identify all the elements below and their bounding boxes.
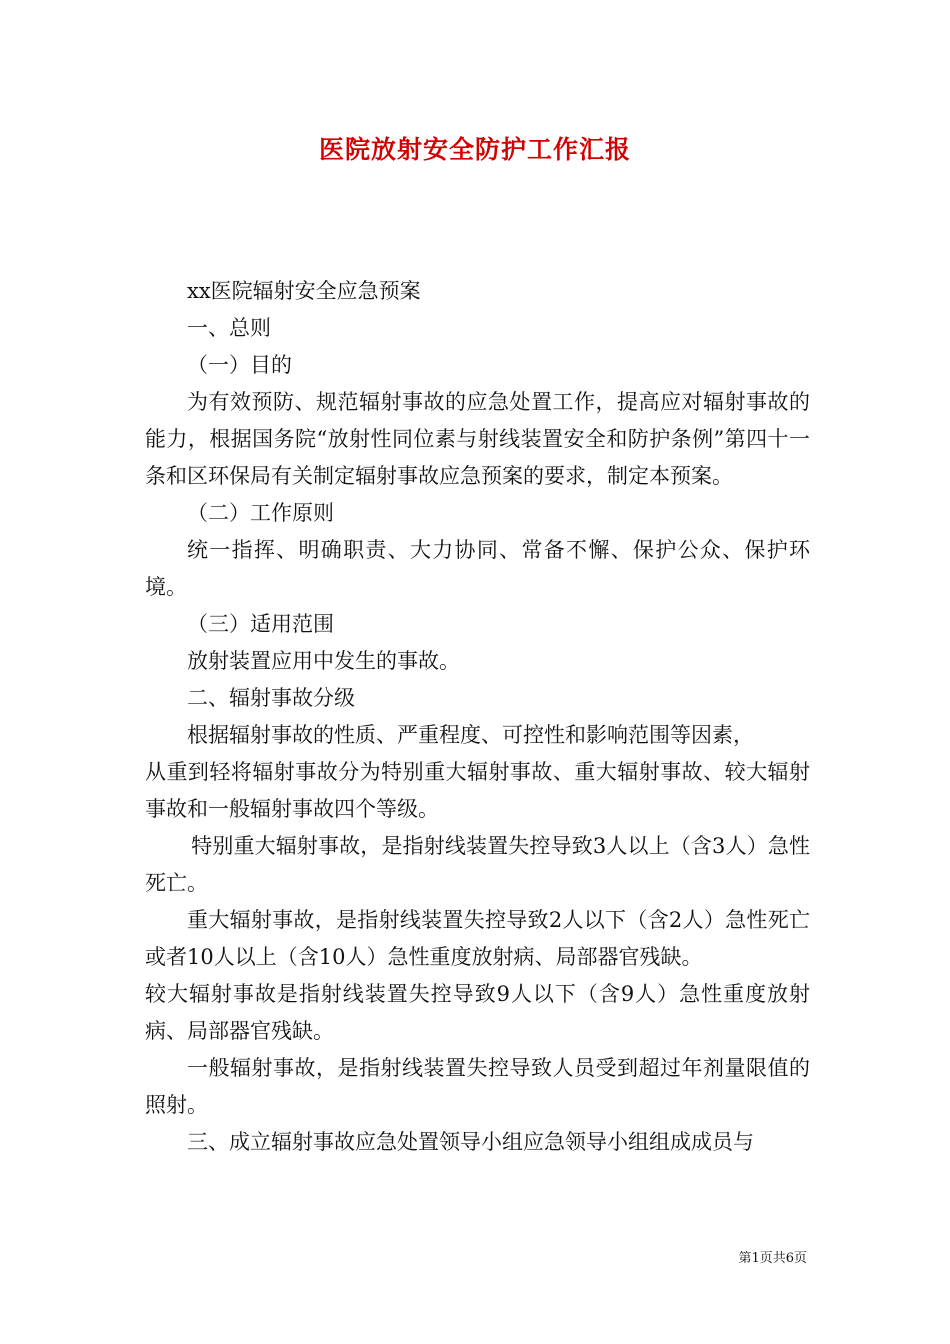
major-accident-paragraph: 重大辐射事故，是指射线装置失控导致2人以下（含2人）急性死亡或者10人以上（含10人）急性重度放射病、局部器官残缺。 xyxy=(145,908,810,969)
purpose-paragraph: 为有效预防、规范辐射事故的应急处置工作，提高应对辐射事故的能力，根据国务院“放射性同位素与射线装置安全和防护条例”第四十一条和区环保局有关制定辐射事故应急预案的要求，制定本预案。 xyxy=(145,390,810,488)
page-number-footer: 第1页共6页 xyxy=(738,1251,807,1266)
especially-major-accident-paragraph: 特别重大辐射事故，是指射线装置失控导致3人以上（含3人）急性死亡。 xyxy=(145,834,810,895)
classification-paragraph: 从重到轻将辐射事故分为特别重大辐射事故、重大辐射事故、较大辐射事故和一般辐射事故四个等级。 xyxy=(145,760,810,821)
larger-accident-paragraph: 较大辐射事故是指射线装置失控导致9人以下（含9人）急性重度放射病、局部器官残缺。 xyxy=(145,982,810,1043)
document-body xyxy=(145,273,810,1161)
plan-heading: xx医院辐射安全应急预案 xyxy=(187,279,421,303)
classification-intro-line: 根据辐射事故的性质、严重程度、可控性和影响范围等因素， xyxy=(187,723,754,747)
section-1-heading: 一、总则 xyxy=(187,316,271,340)
subsection-scope-heading: （三）适用范围 xyxy=(187,612,334,636)
document-title: 医院放射安全防护工作汇报 xyxy=(318,135,631,164)
scope-paragraph: 放射装置应用中发生的事故。 xyxy=(187,649,460,673)
principles-paragraph: 统一指挥、明确职责、大力协同、常备不懈、保护公众、保护环境。 xyxy=(145,538,810,599)
section-2-heading: 二、辐射事故分级 xyxy=(187,686,355,710)
general-accident-paragraph: 一般辐射事故，是指射线装置失控导致人员受到超过年剂量限值的照射。 xyxy=(145,1056,810,1117)
subsection-principles-heading: （二）工作原则 xyxy=(187,501,334,525)
section-3-heading: 三、成立辐射事故应急处置领导小组应急领导小组组成成员与 xyxy=(187,1130,754,1154)
subsection-purpose-heading: （一）目的 xyxy=(187,353,292,377)
